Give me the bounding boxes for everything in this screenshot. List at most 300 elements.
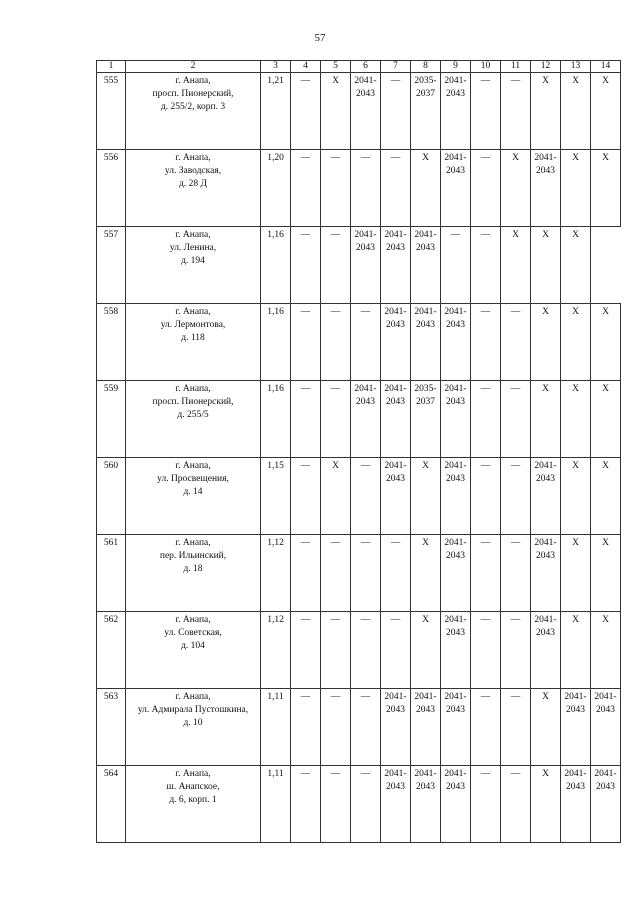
value-cell xyxy=(411,227,441,304)
value-cell xyxy=(381,689,411,766)
cell-value: — xyxy=(510,384,521,394)
value-cell xyxy=(531,73,561,150)
value-cell xyxy=(441,73,471,150)
cell-value: — xyxy=(300,230,311,240)
address-cell xyxy=(126,612,261,689)
value-cell xyxy=(381,73,411,150)
address-text: г. Анапа, просп. Пионерский, д. 255/5 xyxy=(152,384,234,420)
cell-value: 2035- 2037 xyxy=(414,384,437,407)
cell-value: X xyxy=(602,538,609,548)
cell-value: X xyxy=(542,307,549,317)
cell-value: X xyxy=(572,384,579,394)
value-cell xyxy=(591,612,621,689)
cell-value: 2041- 2043 xyxy=(444,615,467,638)
cell-value: X xyxy=(572,153,579,163)
cell-value: 2041- 2043 xyxy=(534,615,557,638)
value-cell xyxy=(531,612,561,689)
value-cell xyxy=(351,535,381,612)
row-number-cell xyxy=(97,304,126,381)
cell-value: — xyxy=(510,461,521,471)
row-number-cell xyxy=(97,689,126,766)
cell-value: X xyxy=(542,692,549,702)
value-cell xyxy=(501,689,531,766)
cell-value: — xyxy=(300,76,311,86)
cell-value: — xyxy=(330,230,341,240)
address-text: г. Анапа, ул. Советская, д. 104 xyxy=(164,615,222,651)
cell-value: — xyxy=(510,615,521,625)
cell-value: — xyxy=(360,769,371,779)
cell-value: 2041- 2043 xyxy=(414,769,437,792)
cell-value: X xyxy=(602,384,609,394)
value-cell xyxy=(591,381,621,458)
cell-value: — xyxy=(300,153,311,163)
address-text: г. Анапа, ул. Просвещения, д. 14 xyxy=(157,461,229,497)
value-cell xyxy=(321,381,351,458)
cell-value: 2041- 2043 xyxy=(444,538,467,561)
cell-value: — xyxy=(510,76,521,86)
value-cell xyxy=(501,458,531,535)
row-number-cell xyxy=(97,73,126,150)
address-cell xyxy=(126,458,261,535)
column-header: 6 xyxy=(351,61,381,73)
value-cell xyxy=(471,304,501,381)
value-cell xyxy=(591,535,621,612)
cell-value: — xyxy=(480,615,491,625)
value-cell xyxy=(291,227,321,304)
value-cell xyxy=(561,535,591,612)
cell-value: X xyxy=(422,153,429,163)
cell-value: X xyxy=(602,153,609,163)
cell-value: — xyxy=(330,307,341,317)
cell-value: — xyxy=(300,307,311,317)
cell-value: — xyxy=(300,538,311,548)
table-row xyxy=(97,612,621,689)
value-cell xyxy=(561,304,591,381)
cell-value: — xyxy=(390,538,401,548)
row-number: 563 xyxy=(103,692,119,702)
address-cell xyxy=(126,689,261,766)
value-cell xyxy=(441,227,471,304)
cell-value: 2041- 2043 xyxy=(444,769,467,792)
document-table xyxy=(96,60,621,843)
cell-value: 1,20 xyxy=(267,153,284,163)
cell-value: — xyxy=(510,769,521,779)
address-text: г. Анапа, просп. Пионерский, д. 255/2, корп. 3 xyxy=(152,76,234,112)
address-text: г. Анапа, ул. Заводская, д. 28 Д xyxy=(164,153,222,189)
cell-value: — xyxy=(330,692,341,702)
value-cell xyxy=(561,612,591,689)
cell-value: — xyxy=(330,153,341,163)
cell-value: X xyxy=(542,384,549,394)
column-header: 7 xyxy=(381,61,411,73)
cell-value: 2041- 2043 xyxy=(354,384,377,407)
cell-value: — xyxy=(360,461,371,471)
value-cell xyxy=(351,304,381,381)
value-cell xyxy=(261,689,291,766)
value-cell xyxy=(411,381,441,458)
cell-value: — xyxy=(360,307,371,317)
cell-value: — xyxy=(510,307,521,317)
cell-value: 1,12 xyxy=(267,538,284,548)
cell-value: 2041- 2043 xyxy=(414,230,437,253)
value-cell xyxy=(591,689,621,766)
cell-value: X xyxy=(572,615,579,625)
cell-value: — xyxy=(480,461,491,471)
cell-value: 2041- 2043 xyxy=(564,769,587,792)
cell-value: X xyxy=(602,307,609,317)
value-cell xyxy=(411,304,441,381)
cell-value: X xyxy=(572,538,579,548)
value-cell xyxy=(411,73,441,150)
value-cell xyxy=(411,612,441,689)
row-number-cell xyxy=(97,458,126,535)
cell-value: 2041- 2043 xyxy=(384,769,407,792)
row-number-cell xyxy=(97,612,126,689)
value-cell xyxy=(561,73,591,150)
cell-value: — xyxy=(480,76,491,86)
cell-value: X xyxy=(602,76,609,86)
table-row xyxy=(97,73,621,150)
value-cell xyxy=(531,535,561,612)
value-cell xyxy=(261,766,291,843)
row-number: 561 xyxy=(103,538,119,548)
column-header: 14 xyxy=(591,61,621,73)
cell-value: — xyxy=(480,769,491,779)
row-number-cell xyxy=(97,535,126,612)
value-cell xyxy=(471,381,501,458)
cell-value: X xyxy=(332,461,339,471)
cell-value: — xyxy=(360,692,371,702)
cell-value: X xyxy=(512,230,519,240)
value-cell xyxy=(561,150,591,227)
column-header: 1 xyxy=(97,61,126,73)
cell-value: X xyxy=(602,615,609,625)
value-cell xyxy=(561,227,591,304)
cell-value: X xyxy=(572,307,579,317)
column-header: 13 xyxy=(561,61,591,73)
value-cell xyxy=(471,73,501,150)
value-cell xyxy=(291,535,321,612)
address-text: г. Анапа, ул. Адмирала Пустошкина, д. 10 xyxy=(137,692,249,728)
value-cell xyxy=(441,612,471,689)
value-cell xyxy=(261,458,291,535)
row-number: 564 xyxy=(103,769,119,779)
cell-value: 2041- 2043 xyxy=(444,384,467,407)
value-cell xyxy=(261,227,291,304)
cell-value: — xyxy=(480,307,491,317)
cell-value: — xyxy=(480,538,491,548)
cell-value: 2041- 2043 xyxy=(444,461,467,484)
table-row xyxy=(97,304,621,381)
value-cell xyxy=(441,381,471,458)
value-cell xyxy=(591,150,621,227)
cell-value: X xyxy=(542,76,549,86)
row-number-cell xyxy=(97,150,126,227)
cell-value: — xyxy=(480,153,491,163)
address-text: г. Анапа, ш. Анапское, д. 6, корп. 1 xyxy=(166,769,220,805)
value-cell xyxy=(291,304,321,381)
value-cell xyxy=(471,535,501,612)
row-number-cell xyxy=(97,227,126,304)
value-cell xyxy=(441,689,471,766)
cell-value: 2035- 2037 xyxy=(414,76,437,99)
address-cell xyxy=(126,535,261,612)
value-cell xyxy=(321,766,351,843)
address-cell xyxy=(126,73,261,150)
row-number: 556 xyxy=(103,153,119,163)
address-cell xyxy=(126,227,261,304)
value-cell xyxy=(531,766,561,843)
value-cell xyxy=(351,612,381,689)
value-cell xyxy=(381,227,411,304)
value-cell xyxy=(291,766,321,843)
value-cell xyxy=(261,150,291,227)
cell-value: 1,11 xyxy=(267,692,284,702)
value-cell xyxy=(531,458,561,535)
value-cell xyxy=(501,535,531,612)
value-cell xyxy=(531,304,561,381)
value-cell xyxy=(351,458,381,535)
value-cell xyxy=(561,381,591,458)
value-cell xyxy=(501,227,531,304)
cell-value: — xyxy=(480,692,491,702)
column-header: 11 xyxy=(501,61,531,73)
cell-value: 1,11 xyxy=(267,769,284,779)
address-cell xyxy=(126,304,261,381)
value-cell xyxy=(351,381,381,458)
cell-value: 2041- 2043 xyxy=(594,769,617,792)
row-number: 558 xyxy=(103,307,119,317)
column-header: 3 xyxy=(261,61,291,73)
cell-value: 2041- 2043 xyxy=(564,692,587,715)
cell-value: X xyxy=(422,615,429,625)
cell-value: 2041- 2043 xyxy=(354,230,377,253)
cell-value: 2041- 2043 xyxy=(534,538,557,561)
column-header: 12 xyxy=(531,61,561,73)
value-cell xyxy=(501,73,531,150)
table-row xyxy=(97,381,621,458)
cell-value: — xyxy=(510,538,521,548)
address-text: г. Анапа, пер. Ильинский, д. 18 xyxy=(159,538,227,574)
cell-value: — xyxy=(390,153,401,163)
value-cell xyxy=(471,458,501,535)
row-number: 555 xyxy=(103,76,119,86)
cell-value: 2041- 2043 xyxy=(444,153,467,176)
value-cell xyxy=(351,150,381,227)
value-cell xyxy=(351,689,381,766)
value-cell xyxy=(411,150,441,227)
value-cell xyxy=(411,689,441,766)
table-row xyxy=(97,535,621,612)
cell-value: 2041- 2043 xyxy=(384,230,407,253)
value-cell xyxy=(381,304,411,381)
address-text: г. Анапа, ул. Лермонтова, д. 118 xyxy=(160,307,226,343)
row-number-cell xyxy=(97,381,126,458)
cell-value: 2041- 2043 xyxy=(384,307,407,330)
cell-value: — xyxy=(360,615,371,625)
value-cell xyxy=(261,304,291,381)
value-cell xyxy=(321,535,351,612)
cell-value: X xyxy=(542,769,549,779)
value-cell xyxy=(381,458,411,535)
value-cell xyxy=(471,612,501,689)
cell-value: 1,12 xyxy=(267,615,284,625)
value-cell xyxy=(351,73,381,150)
row-number: 560 xyxy=(103,461,119,471)
value-cell xyxy=(471,150,501,227)
value-cell xyxy=(501,150,531,227)
table-row xyxy=(97,150,621,227)
value-cell xyxy=(291,458,321,535)
cell-value: X xyxy=(332,76,339,86)
value-cell xyxy=(441,304,471,381)
address-cell xyxy=(126,766,261,843)
cell-value: — xyxy=(480,230,491,240)
value-cell xyxy=(381,535,411,612)
cell-value: 1,16 xyxy=(267,307,284,317)
value-cell xyxy=(351,766,381,843)
value-cell xyxy=(261,73,291,150)
value-cell xyxy=(411,535,441,612)
cell-value: — xyxy=(300,461,311,471)
cell-value: — xyxy=(300,692,311,702)
cell-value: 2041- 2043 xyxy=(414,692,437,715)
value-cell xyxy=(381,381,411,458)
row-number: 562 xyxy=(103,615,119,625)
page-number: 57 xyxy=(314,32,326,44)
cell-value: — xyxy=(300,769,311,779)
address-text: г. Анапа, ул. Ленина, д. 194 xyxy=(169,230,217,266)
value-cell xyxy=(501,381,531,458)
value-cell xyxy=(471,689,501,766)
value-cell xyxy=(291,381,321,458)
cell-value: — xyxy=(390,615,401,625)
cell-value: X xyxy=(572,76,579,86)
column-header: 5 xyxy=(321,61,351,73)
value-cell xyxy=(291,612,321,689)
cell-value: — xyxy=(360,153,371,163)
value-cell xyxy=(381,150,411,227)
value-cell xyxy=(471,227,501,304)
value-cell xyxy=(591,458,621,535)
value-cell xyxy=(591,304,621,381)
value-cell xyxy=(381,612,411,689)
value-cell xyxy=(291,689,321,766)
address-cell xyxy=(126,381,261,458)
table-row xyxy=(97,766,621,843)
value-cell xyxy=(261,612,291,689)
cell-value: — xyxy=(330,538,341,548)
cell-value: 1,16 xyxy=(267,384,284,394)
cell-value: 1,15 xyxy=(267,461,284,471)
value-cell xyxy=(471,766,501,843)
table-row xyxy=(97,458,621,535)
cell-value: 2041- 2043 xyxy=(534,461,557,484)
table-row xyxy=(97,689,621,766)
value-cell xyxy=(531,381,561,458)
cell-value: — xyxy=(330,769,341,779)
cell-value: X xyxy=(512,153,519,163)
value-cell xyxy=(321,304,351,381)
value-cell xyxy=(531,689,561,766)
column-header: 8 xyxy=(411,61,441,73)
row-number-cell xyxy=(97,766,126,843)
value-cell xyxy=(291,150,321,227)
cell-value: 2041- 2043 xyxy=(594,692,617,715)
value-cell xyxy=(441,535,471,612)
row-number: 559 xyxy=(103,384,119,394)
value-cell xyxy=(441,766,471,843)
cell-value: 2041- 2043 xyxy=(444,307,467,330)
cell-value: — xyxy=(330,615,341,625)
cell-value: — xyxy=(300,384,311,394)
column-header: 4 xyxy=(291,61,321,73)
value-cell xyxy=(321,689,351,766)
value-cell xyxy=(561,458,591,535)
cell-value: — xyxy=(360,538,371,548)
row-number: 557 xyxy=(103,230,119,240)
value-cell xyxy=(441,458,471,535)
value-cell xyxy=(321,612,351,689)
value-cell xyxy=(381,766,411,843)
value-cell xyxy=(321,150,351,227)
cell-value: 2041- 2043 xyxy=(534,153,557,176)
value-cell xyxy=(321,458,351,535)
value-cell xyxy=(561,689,591,766)
column-header: 9 xyxy=(441,61,471,73)
value-cell xyxy=(321,73,351,150)
value-cell xyxy=(321,227,351,304)
value-cell xyxy=(261,381,291,458)
cell-value: 1,21 xyxy=(267,76,284,86)
value-cell xyxy=(501,766,531,843)
cell-value: — xyxy=(450,230,461,240)
value-cell xyxy=(531,227,561,304)
value-cell xyxy=(411,766,441,843)
cell-value: 2041- 2043 xyxy=(354,76,377,99)
cell-value: 2041- 2043 xyxy=(444,692,467,715)
value-cell xyxy=(441,150,471,227)
cell-value: — xyxy=(300,615,311,625)
value-cell xyxy=(531,150,561,227)
cell-value: X xyxy=(602,461,609,471)
cell-value: X xyxy=(422,538,429,548)
column-header: 10 xyxy=(471,61,501,73)
value-cell xyxy=(501,304,531,381)
cell-value: 2041- 2043 xyxy=(384,384,407,407)
value-cell xyxy=(411,458,441,535)
cell-value: 2041- 2043 xyxy=(414,307,437,330)
column-header: 2 xyxy=(126,61,261,73)
value-cell xyxy=(501,612,531,689)
cell-value: — xyxy=(510,692,521,702)
value-cell xyxy=(561,766,591,843)
value-cell xyxy=(591,766,621,843)
cell-value: 2041- 2043 xyxy=(384,692,407,715)
cell-value: — xyxy=(390,76,401,86)
cell-value: X xyxy=(572,230,579,240)
cell-value: X xyxy=(572,461,579,471)
cell-value: 2041- 2043 xyxy=(444,76,467,99)
cell-value: — xyxy=(480,384,491,394)
cell-value: — xyxy=(330,384,341,394)
table-row xyxy=(97,227,621,304)
cell-value: 1,16 xyxy=(267,230,284,240)
value-cell xyxy=(591,73,621,150)
cell-value: 2041- 2043 xyxy=(384,461,407,484)
value-cell xyxy=(261,535,291,612)
address-cell xyxy=(126,150,261,227)
